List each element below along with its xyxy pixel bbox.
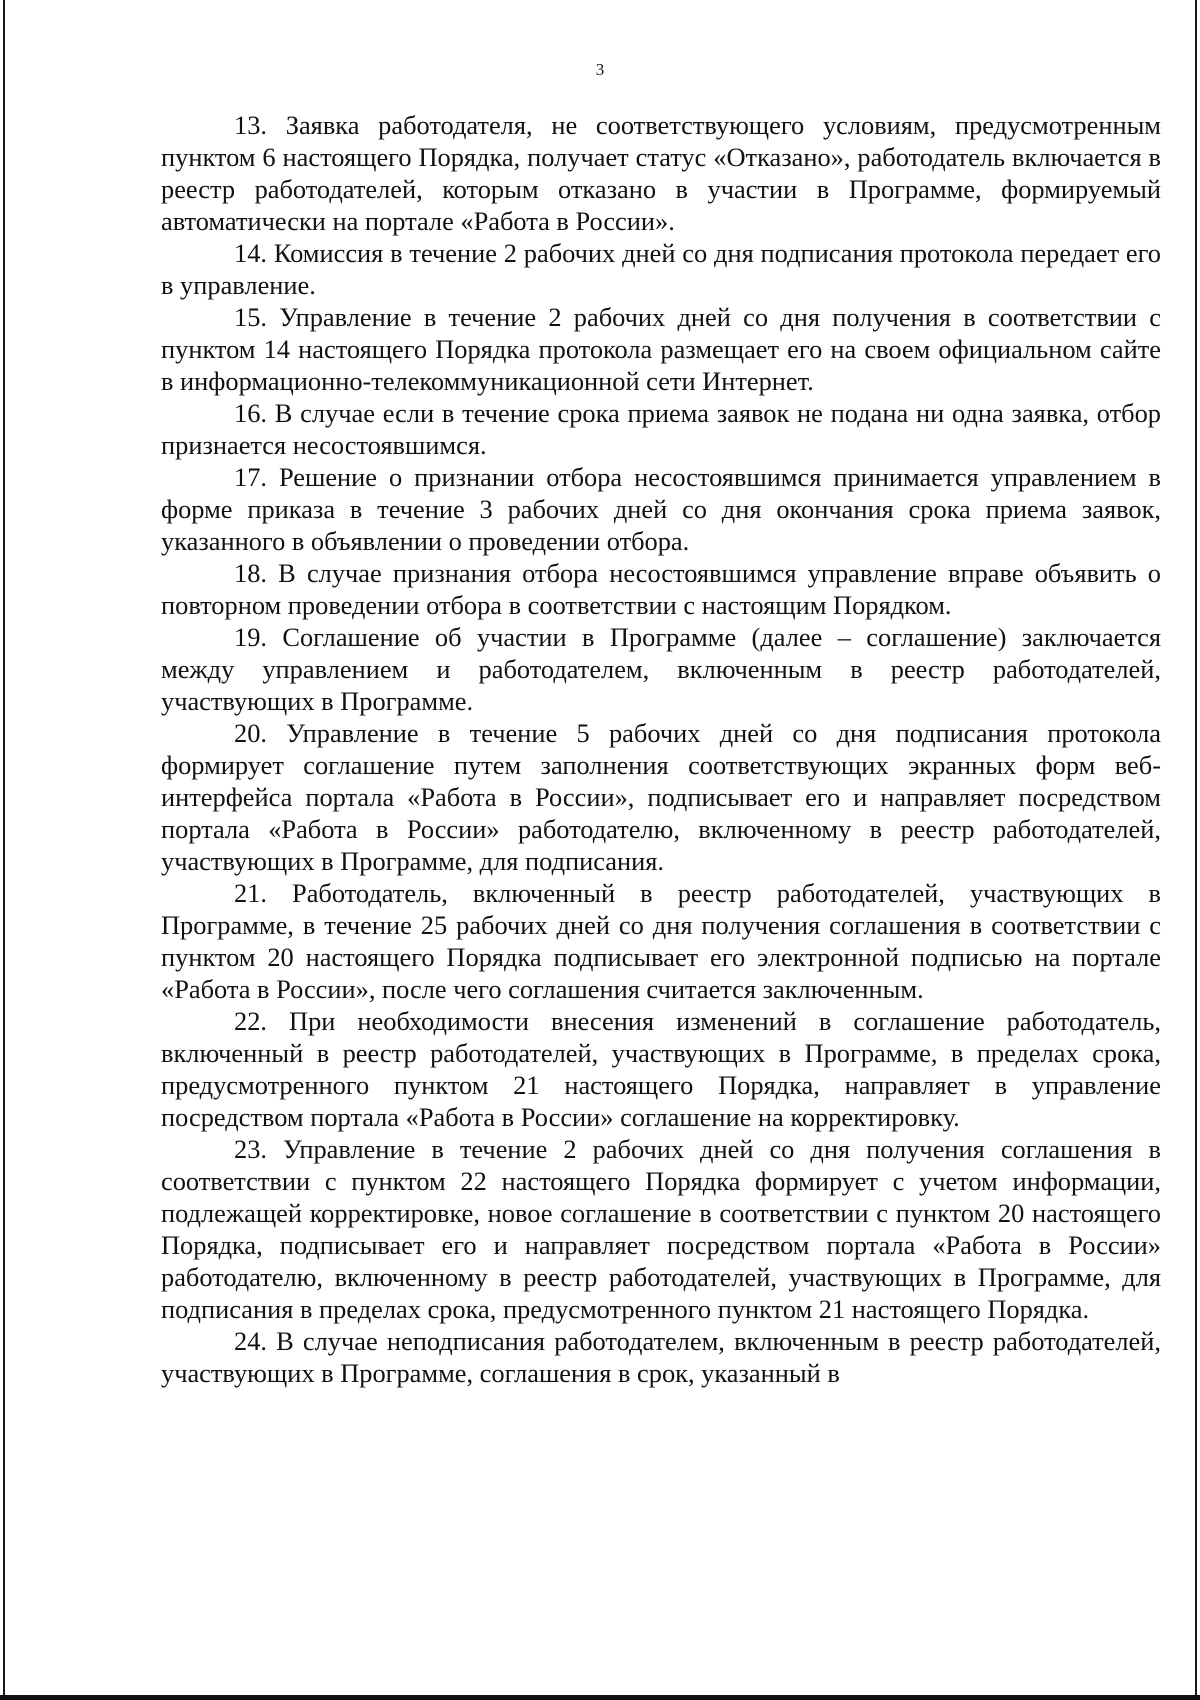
paragraph-15: 15. Управление в течение 2 рабочих дней со дня получения в соответствии с пунктом 14 настоящего Порядка протокола размещает его на своем официальном сайте в информационно-телекоммуникационной сети Интернет. [161, 302, 1161, 396]
paragraph-13: 13. Заявка работодателя, не соответствующего условиям, предусмотренным пунктом 6 настоящего Порядка, получает статус «Отказано», работодатель включается в реестр работодателей, которым отказано в участии в Программе, формируемый автоматически на портале «Работа в России». [161, 110, 1161, 236]
scan-right-border [1195, 0, 1197, 1700]
paragraph-17: 17. Решение о признании отбора несостоявшимся принимается управлением в форме приказа в течение 3 рабочих дней со дня окончания срока приема заявок, указанного в объявлении о проведении отбора. [161, 462, 1161, 556]
paragraph-19: 19. Соглашение об участии в Программе (далее – соглашение) заключается между управлением и работодателем, включенным в реестр работодателей, участвующих в Программе. [161, 622, 1161, 716]
paragraph-22: 22. При необходимости внесения изменений в соглашение работодатель, включенный в реестр работодателей, участвующих в Программе, в пределах срока, предусмотренного пунктом 21 настоящего Порядка, направляет в управление посредством портала «Работа в России» соглашение на корректировку. [161, 1006, 1161, 1132]
document-body [161, 109, 1161, 1389]
scan-left-border [3, 0, 5, 1700]
paragraph-23: 23. Управление в течение 2 рабочих дней со дня получения соглашения в соответствии с пунктом 22 настоящего Порядка формирует с учетом информации, подлежащей корректировке, новое соглашение в соответствии с пунктом 20 настоящего Порядка, подписывает его и направляет посредством портала «Работа в России» работодателю, включенному в реестр работодателей, участвующих в Программе, для подписания в пределах срока, предусмотренного пунктом 21 настоящего Порядка. [161, 1134, 1161, 1324]
paragraph-18: 18. В случае признания отбора несостоявшимся управление вправе объявить о повторном проведении отбора в соответствии с настоящим Порядком. [161, 558, 1161, 620]
paragraph-16: 16. В случае если в течение срока приема заявок не подана ни одна заявка, отбор признается несостоявшимся. [161, 398, 1161, 460]
paragraph-20: 20. Управление в течение 5 рабочих дней со дня подписания протокола формирует соглашение путем заполнения соответствующих экранных форм веб-интерфейса портала «Работа в России», подписывает его и направляет посредством портала «Работа в России» работодателю, включенному в реестр работодателей, участвующих в Программе, для подписания. [161, 718, 1161, 876]
paragraph-21: 21. Работодатель, включенный в реестр работодателей, участвующих в Программе, в течение 25 рабочих дней со дня получения соглашения в соответствии с пунктом 20 настоящего Порядка подписывает его электронной подписью на портале «Работа в России», после чего соглашения считается заключенным. [161, 878, 1161, 1004]
scan-bottom-border [0, 1695, 1200, 1700]
page-number: 3 [595, 60, 605, 79]
paragraph-24: 24. В случае неподписания работодателем, включенным в реестр работодателей, участвующих в Программе, соглашения в срок, указанный в [161, 1326, 1161, 1388]
paragraph-14: 14. Комиссия в течение 2 рабочих дней со дня подписания протокола передает его в управление. [161, 238, 1161, 300]
